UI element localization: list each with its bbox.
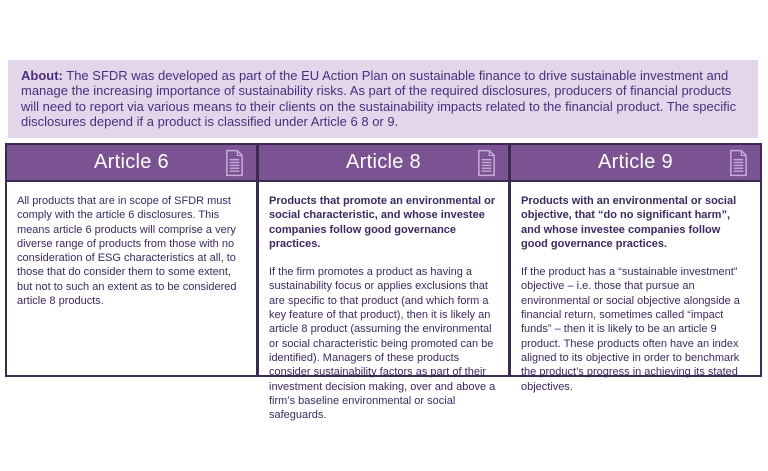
article-9-header (511, 145, 760, 182)
article-6-title: Article 6 (94, 151, 169, 173)
article-8-header (259, 145, 508, 182)
sfdr-articles-table (5, 143, 762, 422)
about-text: The SFDR was developed as part of the EU Action Plan on sustainable finance to drive sustainable investment and manage the increasing importance of sustainability risks. As part of the required disclosures, producers of financial products will need to report via various means to their clients on the sustainability impacts related to the financial product. The specific disclosures depend if a product is classified under Article 6 8 or 9. (21, 68, 737, 129)
article-6-description: All products that are in scope of SFDR must comply with the article 6 disclosures. This means article 6 products will comprise a very diverse range of products from those with no consideration of ESG characteristics at all, to those that do consider them to some extent, but not to such an extent as to be considered article 8 products. (17, 195, 237, 308)
article-9-body (511, 182, 760, 404)
article-8-description: If the firm promotes a product as having a sustainability focus or applies exclusions that are specific to that product (and which form a key feature of that product), then it is likely an article 8 product (assuming the environmental or social characteristic being promoted can be identified). Managers of these products consider sustainability factors as part of their investment decision making, over and above a firm’s baseline environmental or social safeguards. (269, 266, 496, 422)
article-8-body (259, 182, 508, 432)
document-icon (476, 149, 497, 177)
about-panel (8, 60, 758, 138)
about-label: About: (21, 68, 63, 83)
article-9-column (508, 145, 760, 393)
document-icon (728, 149, 749, 177)
article-8-title: Article 8 (346, 151, 421, 173)
article-9-lead: Products with an environmental or social objective, that “do no significant harm”, and whose investee companies follow good governance practices. (521, 195, 737, 250)
article-6-body (7, 182, 256, 375)
article-8-column (256, 145, 508, 422)
document-icon (224, 149, 245, 177)
article-9-description: If the product has a “sustainable investment” objective – i.e. those that pursue an environmental or social objective alongside a financial return, sometimes called “impact funds” – then it is likely to be an article 9 product. These products often have an index aligned to its objective in order to benchmark the product’s progress in achieving its stated objectives. (521, 266, 740, 393)
article-8-lead: Products that promote an environmental or social characteristic, and whose investee companies follow good governance practices. (269, 195, 496, 250)
article-6-header (7, 145, 256, 182)
article-9-title: Article 9 (598, 151, 673, 173)
article-6-column (7, 145, 256, 375)
